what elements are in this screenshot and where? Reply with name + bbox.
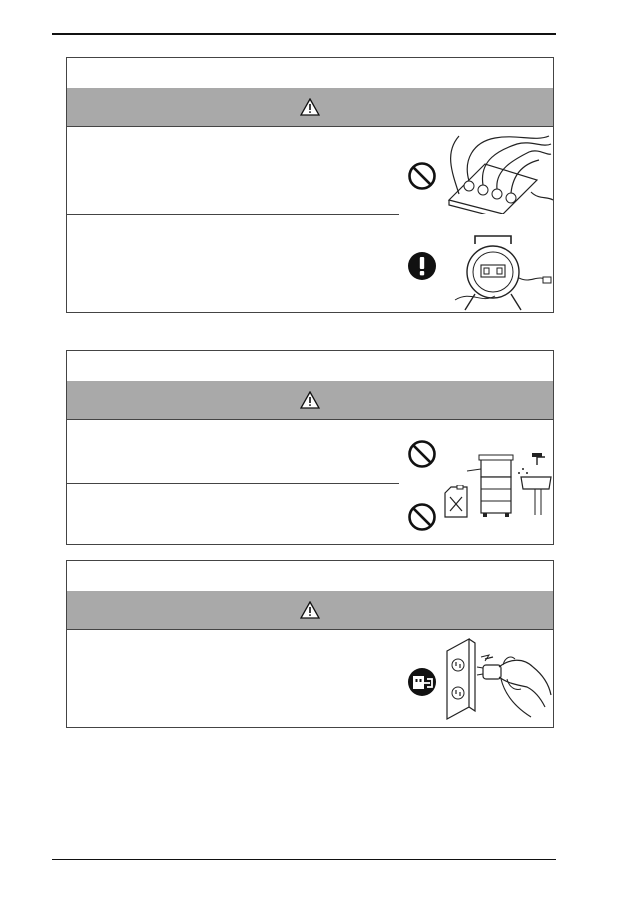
header-rule <box>52 33 556 35</box>
warning-panel-unplug <box>66 560 554 728</box>
warning-panel-power-cord <box>66 57 554 313</box>
copier-near-sink-illustration <box>465 449 553 521</box>
prohibition-icon <box>407 439 437 469</box>
prohibition-icon <box>407 161 437 191</box>
unplug-icon <box>407 667 437 697</box>
hand-unplugging-illustration <box>445 637 553 721</box>
panel-title-row <box>67 561 553 592</box>
warning-band <box>67 88 553 127</box>
warning-triangle-icon <box>300 391 320 409</box>
instruction-cell <box>67 215 399 312</box>
instruction-cell <box>67 630 399 727</box>
panel-title-row <box>67 351 553 382</box>
instruction-cell <box>67 484 399 544</box>
prohibition-icon <box>407 502 437 532</box>
mandatory-action-icon <box>407 251 437 281</box>
footer-rule <box>52 859 556 860</box>
instruction-cell <box>67 127 399 213</box>
cable-reel-illustration <box>451 230 553 312</box>
warning-triangle-icon <box>300 601 320 619</box>
warning-band <box>67 591 553 630</box>
instruction-cell <box>67 420 399 482</box>
panel-title-row <box>67 58 553 89</box>
warning-triangle-icon <box>300 98 320 116</box>
warning-panel-liquids <box>66 350 554 545</box>
power-strip-illustration <box>439 130 553 214</box>
warning-band <box>67 381 553 420</box>
